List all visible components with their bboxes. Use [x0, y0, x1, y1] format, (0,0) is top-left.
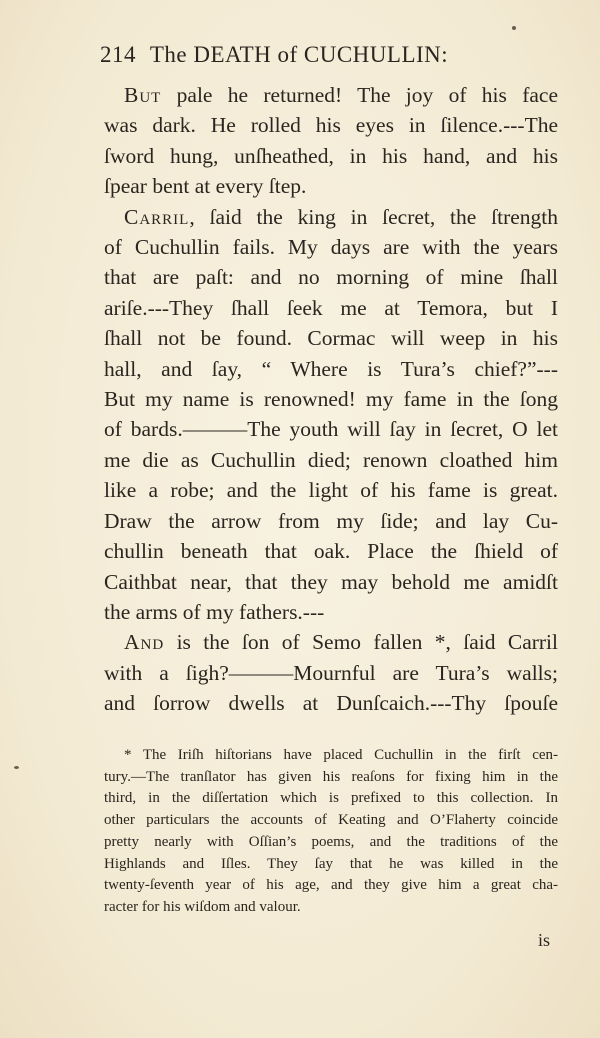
line-text: of bards.———The youth will ſay in ſecret, O let — [104, 417, 558, 442]
line-text: tury.—The tranſlator has given his reaſons for fixing him in the — [104, 768, 558, 785]
line-text: me die as Cuchullin died; renown cloathed him — [104, 447, 558, 472]
footnote-line — [104, 767, 558, 789]
line-text: twenty-ſeventh year of his age, and they give him a great cha- — [104, 877, 558, 894]
footnote-line — [104, 897, 558, 919]
body-line — [104, 445, 558, 475]
small-caps-lead: Carril — [124, 204, 190, 229]
body-line — [104, 536, 558, 566]
body-line — [104, 110, 558, 140]
footnote-line — [104, 810, 558, 832]
small-caps-lead: But — [124, 83, 162, 107]
line-text: third, in the diſſertation which is prefixed to this collection. In — [104, 790, 558, 807]
line-text: pale he returned! The joy of his face — [161, 83, 558, 107]
body-line — [104, 567, 558, 597]
line-text: that are paſt: and no morning of mine ſhall — [104, 265, 558, 290]
line-text: ſpear bent at every ſtep. — [104, 174, 307, 199]
footnote-line — [104, 854, 558, 876]
line-text: ſhall not be found. Cormac will weep in his — [104, 326, 558, 351]
body-line — [104, 627, 558, 657]
body-line — [104, 293, 558, 323]
ink-speck — [512, 26, 516, 30]
line-text: Draw the arrow from my ſide; and lay Cu- — [104, 508, 558, 533]
body-line — [104, 354, 558, 384]
footnote-line — [104, 788, 558, 810]
line-text: and ſorrow dwells at Dunſcaich.---Thy ſpouſe — [104, 691, 558, 716]
line-text: Highlands and Iſles. They ſay that he was killed in the — [104, 855, 558, 872]
page-number: 214 — [100, 42, 136, 67]
line-text: is the ſon of Semo fallen *, ſaid Carril — [164, 630, 558, 655]
main-text — [104, 80, 558, 719]
line-text: of Cuchullin fails. My days are with the years — [104, 235, 558, 260]
line-text: like a robe; and the light of his fame is great. — [104, 478, 558, 503]
body-line — [104, 202, 558, 232]
footnote — [104, 745, 558, 919]
line-text: pretty nearly with Oſſian’s poems, and the traditions of the — [104, 833, 558, 850]
body-line — [104, 141, 558, 171]
body-line — [104, 506, 558, 536]
ink-speck — [14, 766, 19, 769]
body-line — [104, 262, 558, 292]
body-line — [104, 80, 558, 110]
body-line — [104, 597, 558, 627]
line-text: with a ſigh?———Mournful are Tura’s walls; — [104, 660, 558, 685]
line-text: Caithbat near, that they may behold me amidſt — [104, 569, 558, 594]
running-title: The DEATH of CUCHULLIN: — [149, 42, 449, 67]
footnote-line — [104, 832, 558, 854]
line-text: But my name is renowned! my fame in the ſong — [104, 387, 558, 412]
line-text: other particulars the accounts of Keating and O’Flaherty coincide — [104, 812, 558, 829]
footnote-line — [104, 875, 558, 897]
footnote-line — [104, 745, 558, 767]
line-text: ariſe.---They ſhall ſeek me at Temora, but I — [104, 295, 558, 320]
running-header — [100, 42, 540, 68]
body-line — [104, 658, 558, 688]
body-line — [104, 384, 558, 414]
line-text: hall, and ſay, “ Where is Tura’s chief?”--- — [104, 356, 558, 381]
body-line — [104, 232, 558, 262]
catchword: is — [538, 930, 551, 950]
line-text: was dark. He rolled his eyes in ſilence.---The — [104, 113, 558, 138]
body-line — [104, 414, 558, 444]
small-caps-lead: And — [124, 630, 165, 655]
body-line — [104, 688, 558, 718]
line-text: ſword hung, unſheathed, in his hand, and his — [104, 143, 558, 168]
line-text: chullin beneath that oak. Place the ſhield of — [104, 539, 558, 564]
body-line — [104, 475, 558, 505]
body-line — [104, 323, 558, 353]
line-text: * The Iriſh hiſtorians have placed Cuchullin in the firſt cen- — [124, 747, 558, 763]
line-text: , ſaid the king in ſecret, the ſtrength — [189, 204, 558, 229]
line-text: the arms of my fathers.--- — [104, 599, 325, 624]
body-line — [104, 171, 558, 201]
line-text: racter for his wiſdom and valour. — [104, 898, 301, 915]
